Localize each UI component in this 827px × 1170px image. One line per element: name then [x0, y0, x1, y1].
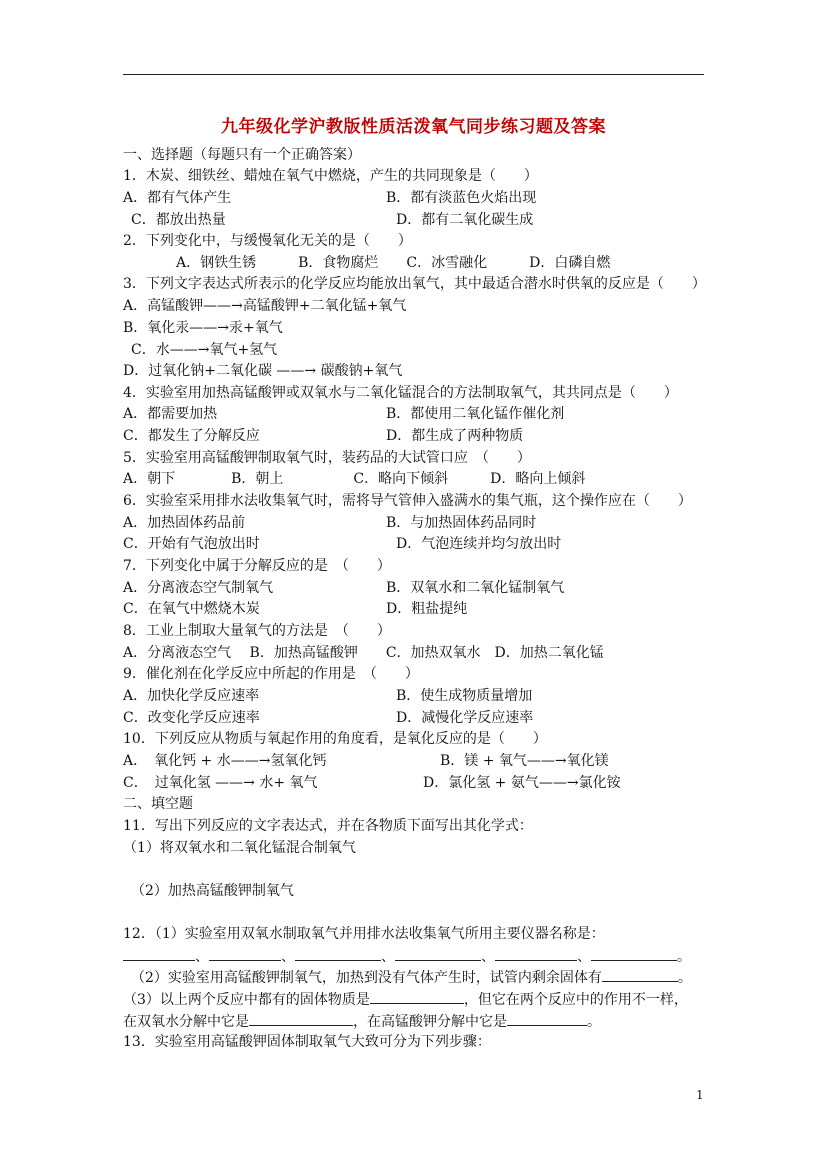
answer-blank[interactable]: [370, 990, 464, 1004]
separator: 、: [381, 949, 395, 965]
answer-blank[interactable]: [507, 1012, 587, 1026]
answer-blank[interactable]: [123, 947, 195, 961]
question-10-option-a: A． 氧化钙 + 水——→氢氧化钙: [123, 753, 327, 769]
question-5-options: A．朝下 B．朝上 C．略向下倾斜 D．略向上倾斜: [123, 471, 586, 487]
question-11-part-2: （2）加热高锰酸钾制氧气: [131, 883, 294, 899]
question-10-option-c: C． 过氧化氢 ——→ 水+ 氧气: [123, 775, 318, 791]
question-3-option-b: B．氧化汞——→汞+氧气: [123, 320, 283, 336]
question-12-part-3-text-b: ，但它在两个反应中的作用不一样，: [463, 992, 688, 1008]
question-6-option-c: C．开始有气泡放出时: [123, 536, 260, 552]
question-4-option-c: C．都发生了分解反应: [123, 428, 260, 444]
question-12-part-3-text-d: ，在高锰酸钾分解中它是: [353, 1014, 507, 1030]
question-12-part-3: [123, 990, 688, 1009]
question-12-blanks-row: [123, 947, 691, 966]
question-3-option-a: A．高锰酸钾——→高锰酸钾+二氧化锰+氧气: [123, 298, 407, 314]
separator: 、: [195, 949, 209, 965]
question-7-option-d: D．粗盐提纯: [386, 601, 468, 617]
question-4-stem: 4．实验室用加热高锰酸钾或双氧水与二氧化锰混合的方法制取氧气，其共同点是（ ）: [123, 385, 678, 401]
question-4-option-a: A．都需要加热: [123, 406, 218, 422]
question-13-stem: 13．实验室用高锰酸钾固体制取氧气大致可分为下列步骤：: [123, 1034, 491, 1050]
question-5-stem: 5．实验室用高锰酸钾制取氧气时，装药品的大试管口应 （ ）: [123, 450, 531, 466]
answer-blank[interactable]: [295, 947, 381, 961]
question-2-options: A．钢铁生锈 B．食物腐烂 C．冰雪融化 D．白磷自燃: [176, 255, 611, 271]
question-1-option-a: A．都有气体产生: [123, 190, 232, 206]
question-12-part-3-text-a: （3）以上两个反应中都有的固体物质是: [123, 992, 370, 1008]
question-9-option-b: B．使生成物质量增加: [396, 688, 533, 704]
period: 。: [587, 1014, 601, 1030]
question-10-option-b: B．镁 + 氧气——→氧化镁: [440, 753, 609, 769]
answer-blank[interactable]: [591, 947, 677, 961]
period: 。: [677, 970, 692, 986]
question-7-option-b: B．双氧水和二氧化锰制氧气: [386, 580, 565, 596]
question-6-option-b: B．与加热固体药品同时: [386, 515, 537, 531]
question-1-option-b: B．都有淡蓝色火焰出现: [386, 190, 537, 206]
question-3-option-d: D．过氧化钠+二氧化碳 ——→ 碳酸钠+氧气: [123, 363, 403, 379]
page-number: 1: [696, 1088, 704, 1102]
question-6-stem: 6．实验室采用排水法收集氧气时，需将导气管伸入盛满水的集气瓶，这个操作应在（ ）: [123, 493, 692, 509]
separator: 、: [281, 949, 295, 965]
question-4-option-d: D．都生成了两种物质: [386, 428, 524, 444]
question-12-part-2: [131, 968, 692, 987]
question-12-part-2-text: （2）实验室用高锰酸钾制氧气，加热到没有气体产生时，试管内剩余固体有: [131, 970, 602, 986]
question-3-stem: 3．下列文字表达式所表示的化学反应均能放出氧气，其中最适合潜水时供氧的反应是（ ）: [123, 276, 706, 292]
question-7-stem: 7．下列变化中属于分解反应的是 （ ）: [123, 558, 391, 574]
answer-blank[interactable]: [602, 968, 678, 982]
question-6-option-a: A．加热固体药品前: [123, 515, 246, 531]
question-9-stem: 9．催化剂在化学反应中所起的作用是 （ ）: [123, 666, 419, 682]
section-heading-choice: 一、选择题（每题只有一个正确答案）: [123, 147, 361, 163]
question-11-part-1: （1）将双氧水和二氧化锰混合制氧气: [123, 840, 356, 856]
question-12-stem: 12．（1）实验室用双氧水制取氧气并用排水法收集氧气所用主要仪器名称是：: [123, 926, 605, 942]
question-10-stem: 10．下列反应从物质与氧起作用的角度看，是氧化反应的是（ ）: [123, 731, 547, 747]
question-11-stem: 11．写出下列反应的文字表达式，并在各物质下面写出其化学式：: [123, 818, 533, 834]
question-4-option-b: B．都使用二氧化锰作催化剂: [386, 406, 565, 422]
question-12-part-3-text-c: 在双氧水分解中它是: [123, 1014, 249, 1030]
question-7-option-a: A．分离液态空气制氧气: [123, 580, 274, 596]
separator: 、: [577, 949, 591, 965]
question-3-option-c: C．水——→氧气+氢气: [131, 342, 278, 358]
question-10-option-d: D．氯化氢 + 氨气——→氯化铵: [423, 775, 621, 791]
question-1-option-c: C．都放出热量: [131, 212, 226, 228]
question-7-option-c: C．在氧气中燃烧木炭: [123, 601, 260, 617]
question-8-options: A．分离液态空气 B．加热高锰酸钾 C．加热双氧水 D．加热二氧化锰: [123, 645, 604, 661]
document-title: 九年级化学沪教版性质活泼氧气同步练习题及答案: [221, 117, 606, 137]
question-9-option-d: D．减慢化学反应速率: [396, 710, 534, 726]
question-1-stem: 1．木炭、细铁丝、蜡烛在氧气中燃烧，产生的共同现象是（ ）: [123, 168, 538, 184]
question-2-stem: 2．下列变化中，与缓慢氧化无关的是（ ）: [123, 233, 412, 249]
question-12-part-3-continued: [123, 1012, 601, 1031]
question-6-option-d: D．气泡连续并均匀放出时: [396, 536, 562, 552]
answer-blank[interactable]: [495, 947, 577, 961]
question-1-option-d: D．都有二氧化碳生成: [396, 212, 534, 228]
section-heading-fill: 二、填空题: [123, 796, 193, 812]
answer-blank[interactable]: [209, 947, 281, 961]
question-9-option-a: A．加快化学反应速率: [123, 688, 260, 704]
header-rule: [123, 74, 704, 75]
question-8-stem: 8．工业上制取大量氧气的方法是 （ ）: [123, 623, 391, 639]
question-9-option-c: C．改变化学反应速率: [123, 710, 260, 726]
answer-blank[interactable]: [249, 1012, 353, 1026]
answer-blank[interactable]: [395, 947, 481, 961]
period: 。: [677, 949, 691, 965]
separator: 、: [481, 949, 495, 965]
